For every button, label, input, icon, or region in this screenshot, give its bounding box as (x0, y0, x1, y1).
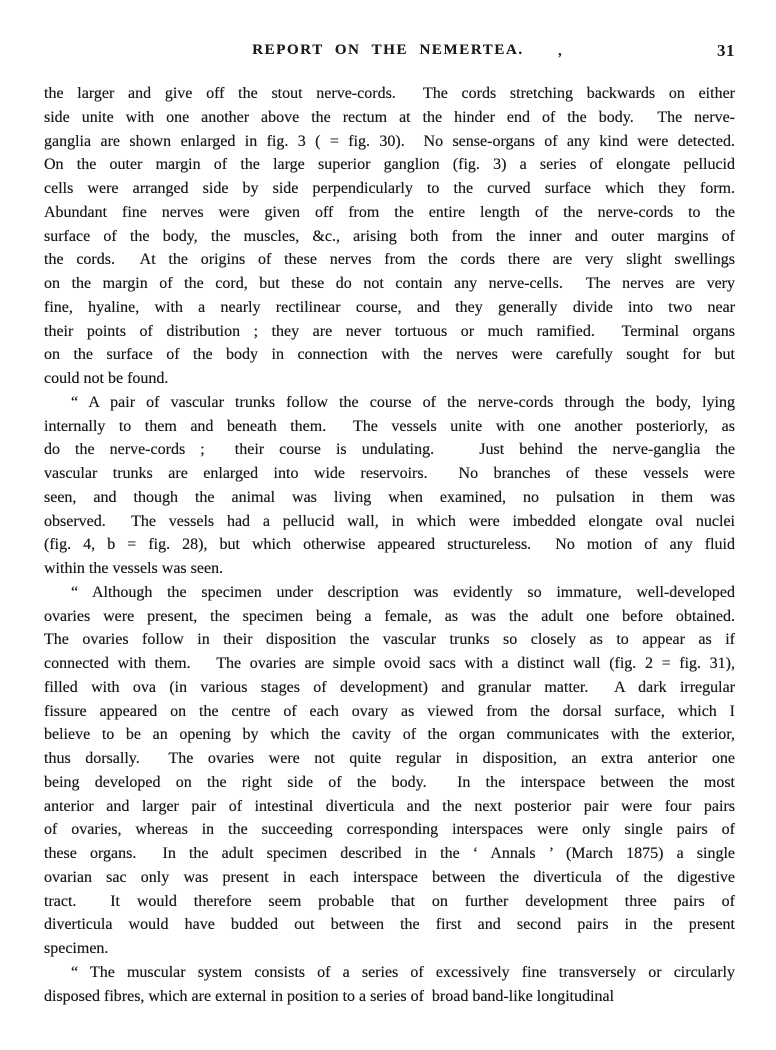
text-line: tract. It would therefore seem probable that on further development three pairs of (44, 892, 735, 910)
text-line: do the nerve-cords ; their course is undulating. Just behind the nerve-ganglia the (44, 441, 735, 459)
text-line: vascular trunks are enlarged into wide reservoirs. No branches of these vessels were (44, 465, 735, 482)
text-line: fine, hyaline, with a nearly rectilinear course, and they generally divide into two near (44, 298, 735, 316)
text-line: disposed fibres, which are external in position to a series of broad band-like longitudinal (44, 987, 615, 1005)
text-line: “ Although the specimen under description was evidently so immature, well-developed (71, 583, 735, 601)
text-line: being developed on the right side of the body. In the interspace between the most (44, 773, 735, 791)
text-line: Abundant fine nerves were given off from the entire length of the nerve-cords to the (44, 203, 735, 221)
text-line: “ The muscular system consists of a series of excessively fine transversely or circularly (71, 963, 735, 981)
text-line: on the surface of the body in connection with the nerves were carefully sought for but (44, 346, 735, 364)
text-line: these organs. In the adult specimen described in the ‘ Annals ’ (March 1875) a single (44, 845, 735, 862)
text-line: anterior and larger pair of intestinal diverticula and the next posterior pair were four pairs (44, 797, 735, 815)
text-line: the cords. At the origins of these nerves from the cords there are very slight swellings (44, 251, 735, 269)
text-line: ovarian sac only was present in each interspace between the diverticula of the digestive (44, 868, 735, 886)
text-line: ovaries were present, the specimen being a female, as was the adult one before obtained. (44, 607, 735, 625)
text-line: connected with them. The ovaries are simple ovoid sacs with a distinct wall (fig. 2 = fig. 31), (44, 655, 735, 672)
text-line: On the outer margin of the large superior ganglion (fig. 3) a series of elongate pellucid (44, 156, 735, 174)
running-head-title: REPORT ON THE NEMERTEA. (252, 42, 524, 58)
text-line: internally to them and beneath them. The vessels unite with one another posteriorly, as (44, 417, 735, 435)
text-line: their points of distribution ; they are never tortuous or much ramified. Terminal organs (44, 322, 735, 340)
running-head (0, 42, 776, 64)
text-line: “ A pair of vascular trunks follow the course of the nerve-cords through the body, lying (71, 393, 735, 411)
text-line: The ovaries follow in their disposition the vascular trunks so closely as to appear as if (44, 631, 735, 649)
text-line: of ovaries, whereas in the succeeding corresponding interspaces were only single pairs of (44, 821, 735, 839)
text-line: fissure appeared on the centre of each ovary as viewed from the dorsal surface, which I (44, 702, 735, 720)
text-block (44, 82, 735, 1008)
text-line: the larger and give off the stout nerve-cords. The cords stretching backwards on either (44, 85, 735, 102)
text-line: diverticula would have budded out between the first and second pairs in the present (44, 916, 735, 934)
page-number: 31 (717, 41, 735, 60)
text-line: filled with ova (in various stages of development) and granular matter. A dark irregular (44, 678, 735, 696)
text-line: seen, and though the animal was living when examined, no pulsation in them was (44, 488, 735, 506)
text-line: surface of the body, the muscles, &c., arising both from the inner and outer margins of (44, 227, 735, 245)
text-line: ganglia are shown enlarged in fig. 3 ( = fig. 30). No sense-organs of any kind were detected. (44, 132, 735, 150)
text-line: believe to be an opening by which the cavity of the organ communicates with the exterior, (44, 726, 735, 744)
text-line: (fig. 4, b = fig. 28), but which otherwise appeared structureless. No motion of any fluid (44, 536, 735, 554)
text-line: thus dorsally. The ovaries were not quite regular in disposition, an extra anterior one (44, 750, 735, 767)
text-line: could not be found. (44, 370, 169, 387)
running-head-mark: , (558, 43, 562, 59)
text-line: cells were arranged side by side perpendicularly to the curved surface which they form. (44, 180, 735, 197)
text-line: within the vessels was seen. (44, 560, 224, 577)
text-line: side unite with one another above the rectum at the hinder end of the body. The nerve- (44, 108, 735, 126)
text-line: on the margin of the cord, but these do not contain any nerve-cells. The nerves are very (44, 275, 735, 292)
text-line: specimen. (44, 940, 109, 957)
text-line: observed. The vessels had a pellucid wall, in which were imbedded elongate oval nuclei (44, 512, 735, 530)
